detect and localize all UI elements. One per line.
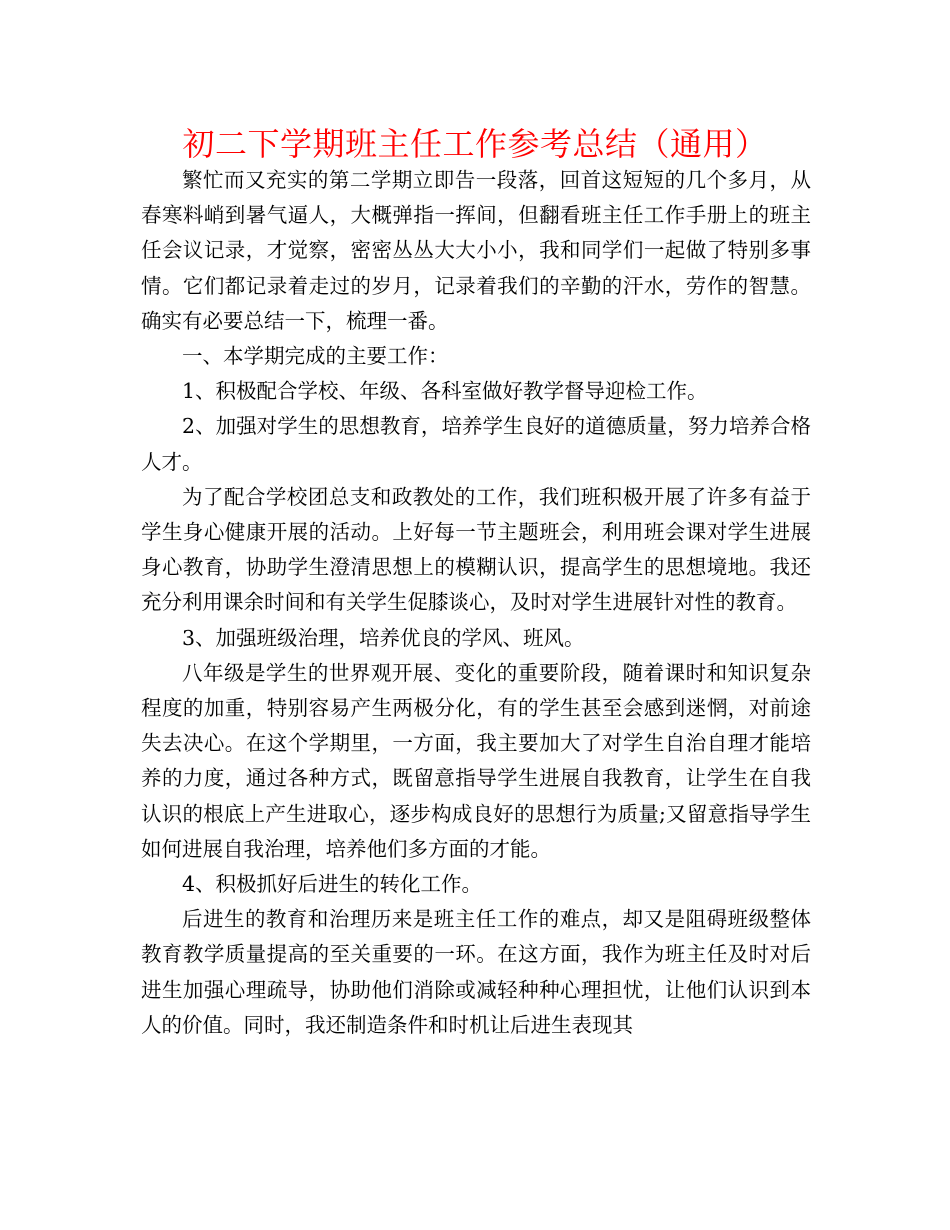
- paragraph-item-2-detail: 为了配合学校团总支和政教处的工作，我们班积极开展了许多有益于学生身心健康开展的活动。上好每一节主题班会，利用班会课对学生进展身心教育，协助学生澄清思想上的模糊认识，提高学生的思想境地。我还充分利用课余时间和有关学生促膝谈心，及时对学生进展针对性的教育。: [141, 484, 811, 615]
- paragraph-section-heading: 一、本学期完成的主要工作：: [182, 344, 449, 369]
- paragraph-item-4-detail: 后进生的教育和治理历来是班主任工作的难点，却又是阻碍班级整体教育教学质量提高的至关重要的一环。在这方面，我作为班主任及时对后进生加强心理疏导，协助他们消除或减轻种种心理担忧，让他们认识到本人的价值。同时，我还制造条件和时机让后进生表现其: [141, 907, 811, 1037]
- document-body: [141, 163, 811, 1043]
- paragraph-item-3: 3、加强班级治理，培养优良的学风、班风。: [182, 625, 585, 650]
- paragraph-item-4: 4、积极抓好后进生的转化工作。: [182, 872, 483, 897]
- document-title: 初二下学期班主任工作参考总结（通用）: [182, 125, 768, 163]
- paragraph-item-3-detail: 八年级是学生的世界观开展、变化的重要阶段，随着课时和知识复杂程度的加重，特别容易产生两极分化，有的学生甚至会感到迷惘，对前途失去决心。在这个学期里，一方面，我主要加大了对学生自治自理才能培养的力度，通过各种方式，既留意指导学生进展自我教育，让学生在自我认识的根底上产生进取心，逐步构成良好的思想行为质量;又留意指导学生如何进展自我治理，培养他们多方面的才能。: [141, 660, 811, 861]
- paragraph-item-1: 1、积极配合学校、年级、各科室做好教学督导迎检工作。: [182, 379, 708, 404]
- paragraph-intro: 繁忙而又充实的第二学期立即告一段落，回首这短短的几个多月，从春寒料峭到暑气逼人，大概弹指一挥间，但翻看班主任工作手册上的班主任会议记录，才觉察，密密丛丛大大小小，我和同学们一起做了特别多事情。它们都记录着走过的岁月，记录着我们的辛勤的汗水，劳作的智慧。确实有必要总结一下，梳理一番。: [141, 168, 811, 333]
- paragraph-item-2: 2、加强对学生的思想教育，培养学生良好的道德质量，努力培养合格人才。: [141, 414, 811, 474]
